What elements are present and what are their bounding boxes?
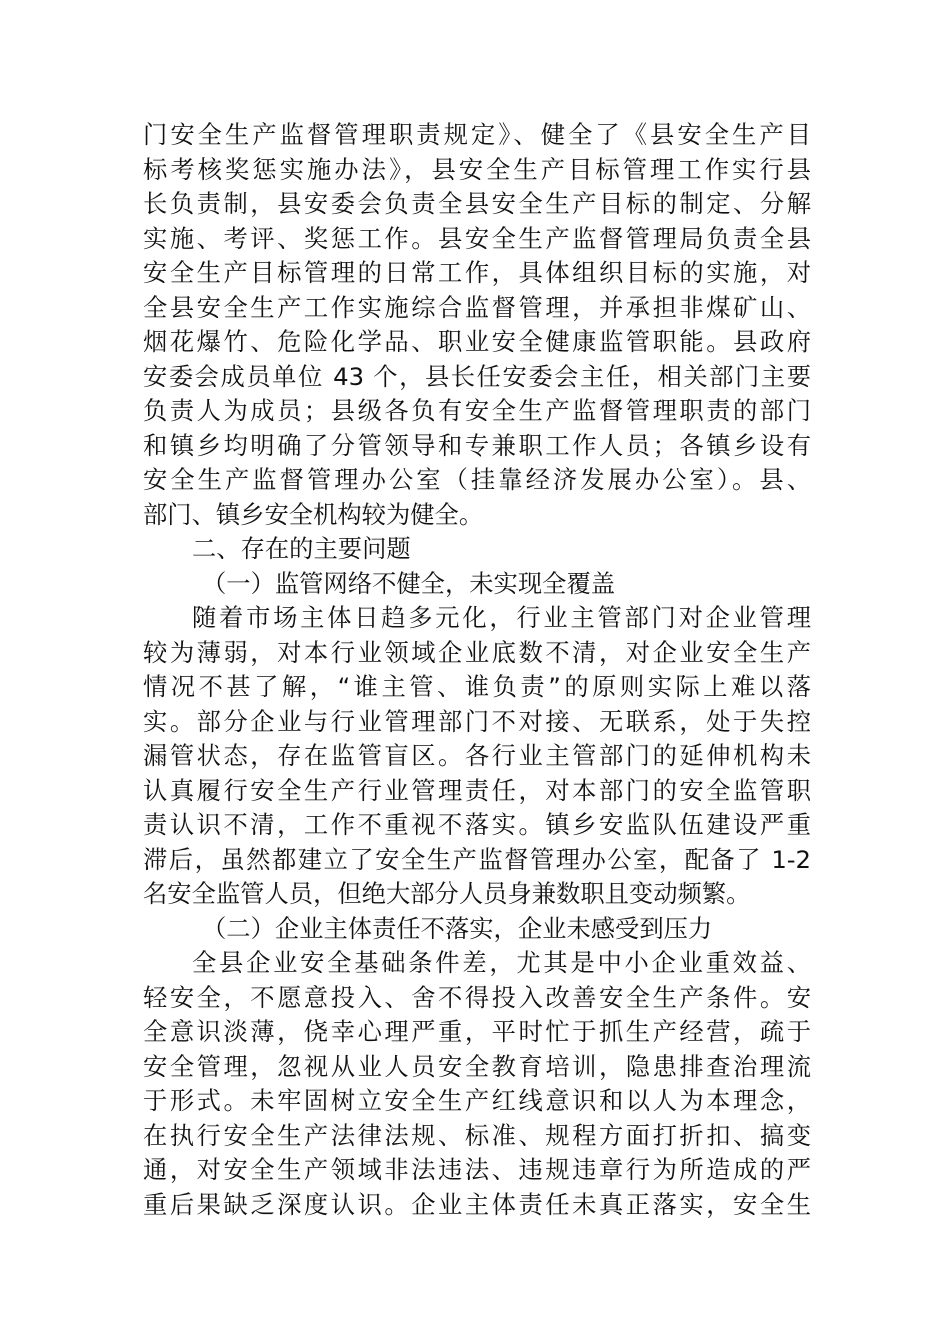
text-line: 于形式。未牢固树立安全生产红线意识和以人为本理念， — [143, 1086, 811, 1115]
text-line: 在执行安全生产法律法规、标准、规程方面打折扣、搞变 — [143, 1120, 811, 1150]
text-line: 滞后，虽然都建立了安全生产监督管理办公室，配备了 1-2 — [143, 844, 811, 874]
subsection-heading: （一）监管网络不健全，未实现全覆盖 — [202, 568, 616, 598]
text-line: 烟花爆竹、危险化学品、职业安全健康监管职能。县政府 — [143, 327, 811, 356]
text-line: 负责人为成员；县级各负有安全生产监督管理职责的部门 — [143, 396, 811, 425]
text-line: 门安全生产监督管理职责规定》、健全了《县安全生产目 — [143, 120, 811, 149]
text-line: 安委会成员单位 43 个，县长任安委会主任，相关部门主要 — [143, 361, 811, 391]
text-line: 实。部分企业与行业管理部门不对接、无联系，处于失控 — [143, 706, 811, 736]
text-line: 责认识不清，工作不重视不落实。镇乡安监队伍建设严重 — [143, 810, 811, 839]
paragraph-first-line: 全县企业安全基础条件差，尤其是中小企业重效益、 — [192, 948, 811, 977]
text-line: 通，对安全生产领域非法违法、违规违章行为所造成的严 — [143, 1155, 811, 1184]
text-line: 重后果缺乏深度认识。企业主体责任未真正落实，安全生 — [143, 1189, 811, 1219]
text-line: 安全管理，忽视从业人员安全教育培训，隐患排查治理流 — [143, 1051, 811, 1081]
text-line: 标考核奖惩实施办法》，县安全生产目标管理工作实行县 — [143, 154, 811, 184]
text-line: 轻安全，不愿意投入、舍不得投入改善安全生产条件。安 — [143, 982, 811, 1012]
section-heading: 二、存在的主要问题 — [192, 534, 411, 563]
paragraph-end-line: 部门、镇乡安全机构较为健全。 — [143, 499, 484, 529]
text-line: 和镇乡均明确了分管领导和专兼职工作人员；各镇乡设有 — [143, 430, 811, 460]
document-body — [143, 118, 811, 1222]
text-line: 漏管状态，存在监管盲区。各行业主管部门的延伸机构未 — [143, 741, 811, 770]
text-line: 实施、考评、奖惩工作。县安全生产监督管理局负责全县 — [143, 223, 811, 253]
subsection-heading: （二）企业主体责任不落实，企业未感受到压力 — [202, 913, 713, 943]
text-line: 情况不甚了解，“谁主管、谁负责”的原则实际上难以落 — [143, 672, 811, 701]
text-line: 认真履行安全生产行业管理责任，对本部门的安全监管职 — [143, 775, 811, 805]
text-line: 长负责制，县安委会负责全县安全生产目标的制定、分解 — [143, 189, 811, 218]
text-line: 全意识淡薄，侥幸心理严重，平时忙于抓生产经营，疏于 — [143, 1017, 811, 1046]
paragraph-first-line: 随着市场主体日趋多元化，行业主管部门对企业管理 — [192, 603, 811, 632]
text-line: 较为薄弱，对本行业领域企业底数不清，对企业安全生产 — [143, 637, 811, 667]
text-line: 安全生产监督管理办公室（挂靠经济发展办公室）。县、 — [143, 465, 811, 494]
text-line: 全县安全生产工作实施综合监督管理，并承担非煤矿山、 — [143, 292, 811, 322]
text-line: 安全生产目标管理的日常工作，具体组织目标的实施，对 — [143, 258, 811, 287]
paragraph-end-line: 名安全监管人员，但绝大部分人员身兼数职且变动频繁。 — [143, 879, 751, 908]
